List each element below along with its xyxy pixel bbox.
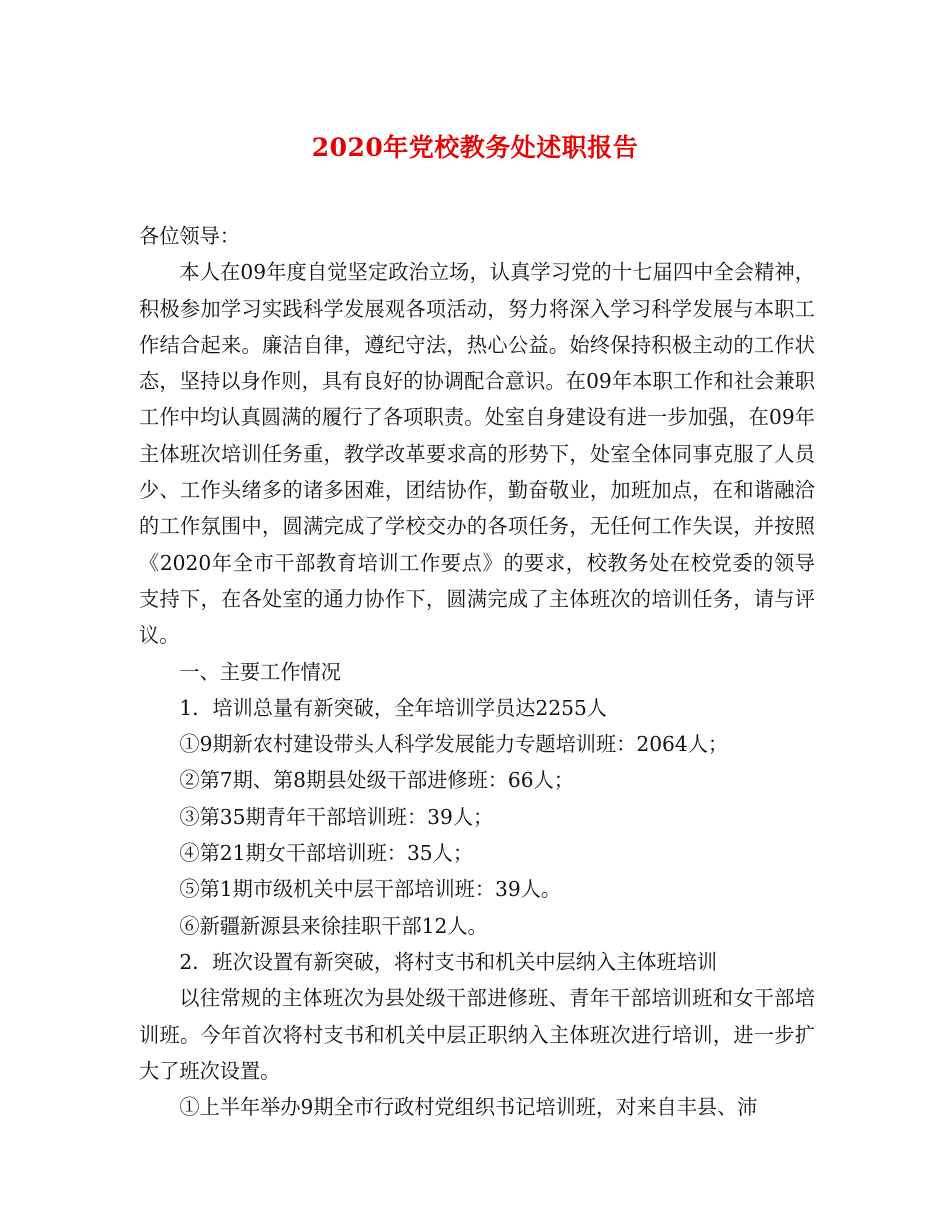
list-item: ⑤第1期市级机关中层干部培训班：39人。 [179, 877, 562, 902]
list-item: ②第7期、第8期县处级干部进修班：66人； [179, 768, 574, 793]
section-heading: 一、主要工作情况 [179, 659, 341, 684]
list-item: ①9期新农村建设带头人科学发展能力专题培训班：2064人； [179, 732, 729, 757]
item-heading: 2．班次设置有新突破，将村支书和机关中层纳入主体班培训 [179, 949, 718, 974]
item-heading: 1．培训总量有新突破，全年培训学员达2255人 [179, 695, 607, 720]
document-body [139, 218, 815, 1125]
salutation: 各位领导： [139, 224, 240, 248]
body-paragraph: 以往常规的主体班次为县处级干部进修班、青年干部培训班和女干部培训班。今年首次将村支书和机关中层正职纳入主体班次进行培训，进一步扩大了班次设置。 [139, 986, 815, 1083]
intro-paragraph: 本人在09年度自觉坚定政治立场，认真学习党的十七届四中全会精神，积极参加学习实践科学发展观各项活动，努力将深入学习科学发展与本职工作结合起来。廉洁自律，遵纪守法，热心公益。始终保持积极主动的工作状态，坚持以身作则，具有良好的协调配合意识。在09年本职工作和社会兼职工作中均认真圆满的履行了各项职责。处室自身建设有进一步加强，在09年主体班次培训任务重，教学改革要求高的形势下，处室全体同事克服了人员少、工作头绪多的诸多困难，团结协作，勤奋敬业，加班加点，在和谐融洽的工作氛围中，圆满完成了学校交办的各项任务，无任何工作失误，并按照《2020年全市干部教育培训工作要点》的要求，校教务处在校党委的领导支持下，在各处室的通力协作下，圆满完成了主体班次的培训任务，请与评议。 [139, 260, 815, 648]
list-item: ④第21期女干部培训班：35人； [179, 841, 474, 866]
document-title: 2020年党校教务处述职报告 [311, 133, 639, 162]
list-item: ①上半年举办9期全市行政村党组织书记培训班，对来自丰县、沛 [179, 1095, 758, 1120]
list-item: ⑥新疆新源县来徐挂职干部12人。 [179, 913, 488, 938]
list-item: ③第35期青年干部培训班：39人； [179, 804, 494, 829]
